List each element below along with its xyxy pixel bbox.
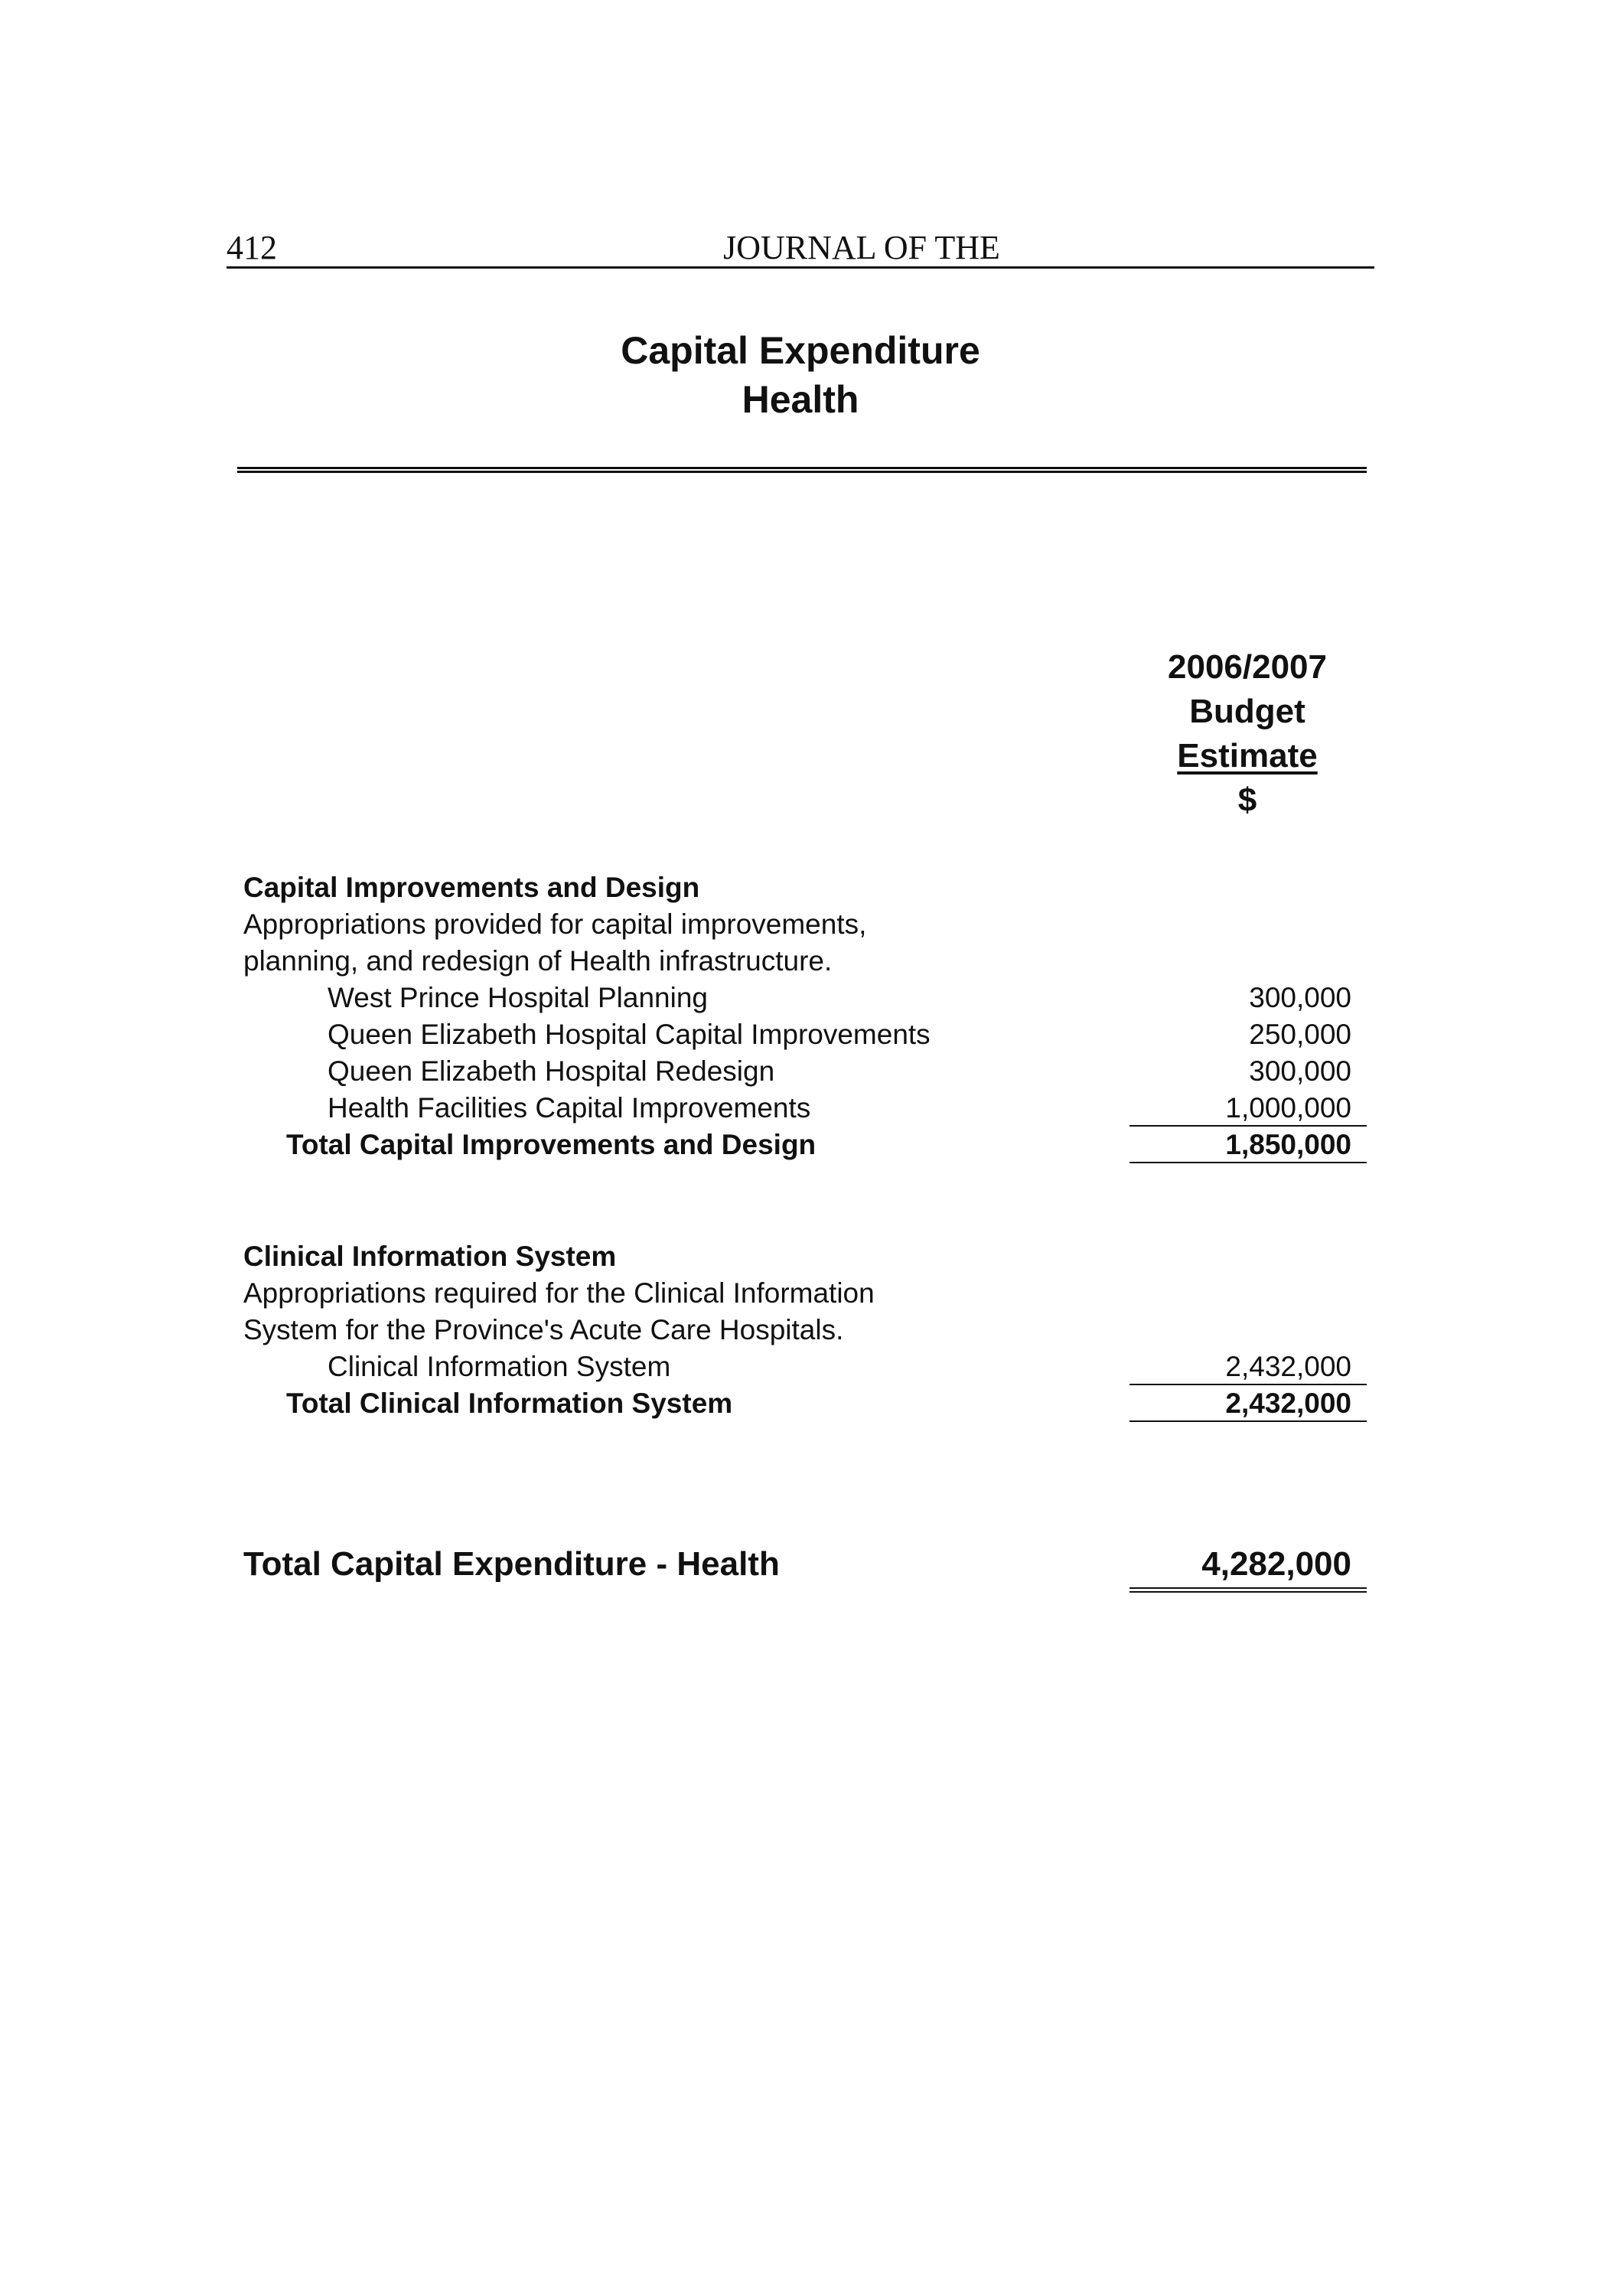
- section-total-label: Total Clinical Information System: [286, 1388, 733, 1419]
- running-header: [227, 227, 1374, 269]
- page-title: Capital Expenditure: [621, 329, 980, 372]
- page-number: 412: [227, 229, 277, 266]
- total-rule: [1129, 1420, 1367, 1422]
- section-description-line: System for the Province's Acute Care Hospitals.: [243, 1314, 844, 1345]
- line-item-amount: 2,432,000: [1225, 1351, 1351, 1382]
- line-item-amount: 300,000: [1249, 1055, 1351, 1087]
- journal-title: JOURNAL OF THE: [723, 229, 1000, 266]
- line-item-amount: 250,000: [1249, 1019, 1351, 1050]
- section-heading: Clinical Information System: [243, 1241, 617, 1272]
- section-description-line: planning, and redesign of Health infrastructure.: [243, 945, 833, 977]
- line-item-amount: 300,000: [1249, 982, 1351, 1013]
- line-item-label: Queen Elizabeth Hospital Capital Improvements: [328, 1019, 931, 1050]
- section-total-label: Total Capital Improvements and Design: [286, 1129, 817, 1160]
- section-total-amount: 1,850,000: [1225, 1129, 1351, 1160]
- section-total-amount: 2,432,000: [1225, 1388, 1351, 1419]
- title-double-rule: [237, 467, 1367, 473]
- line-item-label: Clinical Information System: [328, 1351, 671, 1382]
- column-header-currency: $: [1237, 781, 1257, 819]
- section-description-line: Appropriations provided for capital improvements,: [243, 908, 867, 940]
- line-item-amount: 1,000,000: [1225, 1092, 1351, 1124]
- line-item-label: West Prince Hospital Planning: [328, 982, 709, 1013]
- column-header-budget: Budget: [1189, 693, 1305, 730]
- column-header-year: 2006/2007: [1168, 648, 1327, 686]
- grand-total-label: Total Capital Expenditure - Health: [243, 1545, 780, 1583]
- total-rule: [1129, 1162, 1367, 1163]
- page-subtitle: Health: [742, 378, 859, 421]
- column-header-estimate: Estimate: [1177, 737, 1318, 775]
- line-item-label: Health Facilities Capital Improvements: [328, 1092, 811, 1124]
- section-description-line: Appropriations required for the Clinical Information: [243, 1277, 875, 1309]
- section-heading: Capital Improvements and Design: [243, 872, 700, 903]
- line-item-label: Queen Elizabeth Hospital Redesign: [328, 1055, 775, 1087]
- grand-total-double-rule: [1129, 1587, 1367, 1593]
- grand-total-amount: 4,282,000: [1201, 1545, 1351, 1583]
- header-rule: [227, 266, 1374, 269]
